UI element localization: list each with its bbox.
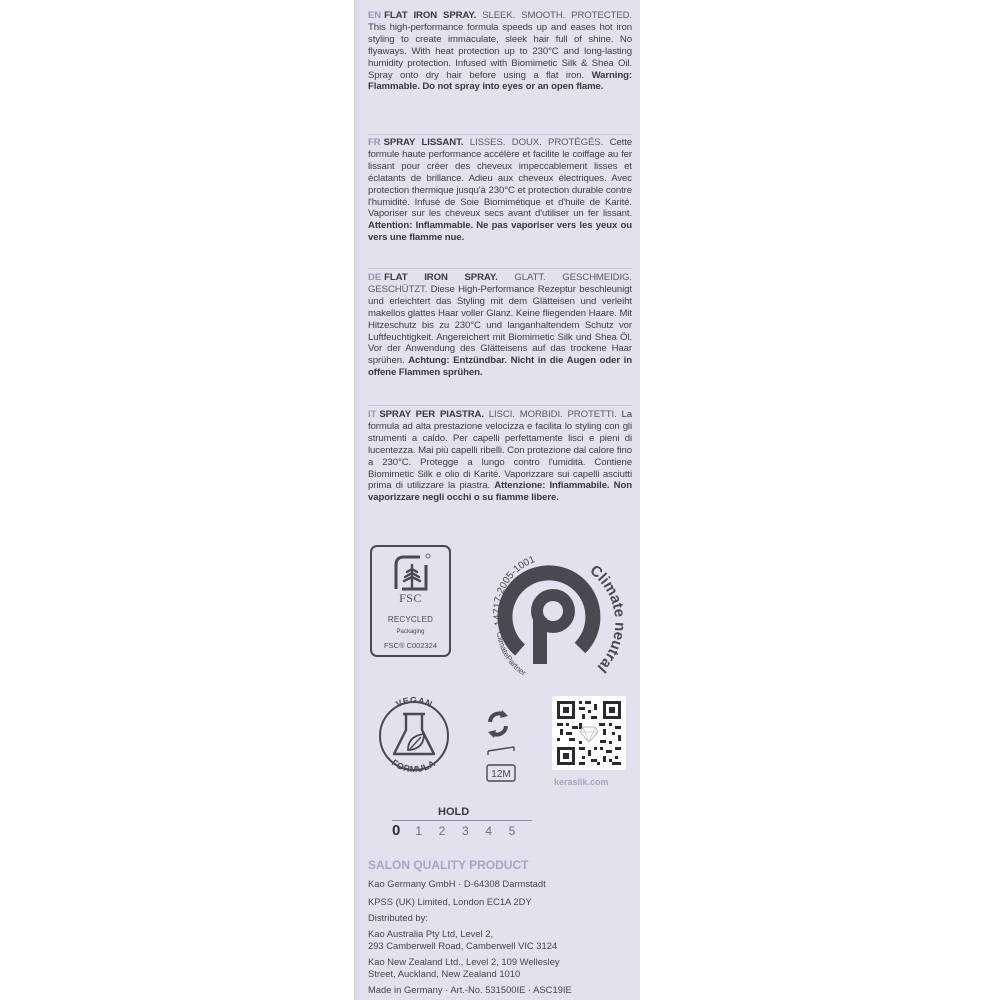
section-body: Diese High-Performance Rezeptur beschleunigt und erleichtert das Styling mit dem Glätteisen und verleiht makellos glattes Haar voller Glanz. Keine fliegenden Haare. Mit Hitzeschutz bis zu 230°C und langanhaltendem Schutz vor Luftfeuchtigkeit. Angereichert mit Biomimetic Silk und Shea Öl. Vor der Anwendung des Glätteisens auf das trockene Haar sprühen. bbox=[368, 283, 632, 367]
section-subtitle: SLEEK. SMOOTH. PROTECTED. bbox=[482, 10, 632, 21]
fsc-tree-icon bbox=[390, 553, 432, 591]
lang-code: FR bbox=[368, 137, 381, 148]
section-it bbox=[368, 409, 632, 504]
section-warning: Warning: Flammable. Do not spray into eyes or an open flame. bbox=[368, 69, 632, 93]
address-line: Kao Australia Pty Ltd, Level 2, bbox=[368, 928, 494, 939]
address-line: Kao Germany GmbH · D-64308 Darmstadt bbox=[368, 878, 546, 889]
fsc-label: FSC bbox=[399, 591, 422, 605]
fsc-recycled-badge bbox=[370, 545, 451, 657]
section-warning: Attention: Inflammable. Ne pas vaporiser vers les yeux ou vers une flamme nue. bbox=[368, 220, 632, 244]
fsc-code: FSC® C002324 bbox=[383, 641, 438, 650]
vegan-top-text: VEGAN bbox=[394, 695, 435, 710]
climate-neutral-logo bbox=[472, 530, 634, 692]
section-warning: Attenzione: Infiammabile. Non vaporizzare negli occhi o su fiamme libere. bbox=[368, 480, 632, 504]
section-title: SPRAY LISSANT. bbox=[383, 137, 464, 148]
hold-scale bbox=[392, 822, 532, 838]
section-divider bbox=[368, 405, 632, 406]
section-body: This high-performance formula speeds up and eases hot iron styling to create immaculate, sleek hair full of shine. No flyaways. With heat protection up to 230°C and long-lasting humidity protection. Infused with Biomimetic Silk & Shea Oil. Spray onto dry hair before using a flat iron. bbox=[368, 21, 632, 81]
hold-scale-line bbox=[392, 820, 532, 821]
section-title: FLAT IRON SPRAY. bbox=[384, 10, 477, 21]
climate-partner-text: ClimatePartner bbox=[494, 631, 528, 678]
qr-code-graphic bbox=[552, 696, 626, 770]
address-line: Made in Germany · Art.-No. 531500IE · ASC19IE bbox=[368, 984, 572, 995]
address-line: Distributed by: bbox=[368, 912, 428, 923]
hold-label: HOLD bbox=[438, 806, 470, 818]
pao-12m-icon bbox=[484, 745, 518, 785]
section-title: FLAT IRON SPRAY. bbox=[384, 272, 498, 283]
section-divider bbox=[368, 268, 632, 269]
website-link[interactable]: kerasilk.com bbox=[554, 777, 609, 787]
vegan-formula-icon bbox=[366, 684, 462, 784]
section-body: La formula ad alta prestazione velocizza e facilita lo styling con gli strumenti a caldo. Per capelli perfettamente lisci e pieni di lucentezza. Mai più capelli ribelli. Con protezione dal calore fino a 230°C. Protegge a lungo contro l'umidità. Contiene Biomimetic Silk e olio di Karité. Vaporizzare sui capelli asciutti prima di utilizzare la piastra. bbox=[368, 409, 633, 492]
fsc-recycled-text: RECYCLED bbox=[387, 615, 434, 624]
section-fr bbox=[368, 137, 632, 244]
recycle-icon bbox=[482, 708, 514, 740]
lang-code: EN bbox=[368, 10, 382, 21]
svg-text:VEGAN bbox=[394, 695, 434, 709]
address-line: Street, Auckland, New Zealand 1010 bbox=[368, 968, 521, 979]
address-line: 293 Camberwell Road, Camberwell VIC 3124 bbox=[368, 940, 558, 951]
section-en bbox=[368, 10, 632, 93]
address-line: Kao New Zealand Ltd., Level 2, 109 Wellesley bbox=[368, 956, 560, 967]
climate-title-text: Climate neutral bbox=[586, 561, 629, 676]
lang-code: DE bbox=[368, 272, 382, 283]
pao-label: 12M bbox=[491, 769, 511, 780]
climate-id-text: 14717-2005-1001 bbox=[492, 554, 537, 627]
salon-quality-heading: SALON QUALITY PRODUCT bbox=[368, 858, 529, 872]
hold-level: 0 bbox=[392, 822, 401, 839]
section-de bbox=[368, 272, 632, 379]
hold-level: 1 bbox=[415, 824, 423, 838]
svg-text:FORMULA bbox=[390, 757, 437, 774]
section-body: Cette formule haute performance accélère et facilite le coiffage au fer lissant pour créer des cheveux impeccablement lisses et éclatants de brillance. Adieu aux cheveux électriques. Avec protection thermique jusqu'à 230°C et protection durable contre l'humidité. Infusé de Soie Biomimétique et d'huile de Karité. Vaporiser sur les cheveux secs avant d'utiliser un fer lissant. bbox=[368, 137, 632, 220]
vegan-bottom-text: FORMULA bbox=[389, 757, 438, 775]
section-subtitle: LISCI. MORBIDI. PROTETTI. bbox=[488, 409, 617, 420]
section-title: SPRAY PER PIASTRA. bbox=[379, 409, 484, 420]
section-divider bbox=[368, 134, 632, 135]
hold-level: 4 bbox=[485, 824, 492, 838]
qr-code[interactable] bbox=[552, 696, 626, 770]
panel-edge-shadow bbox=[354, 0, 360, 1000]
address-line: KPSS (UK) Limited, London EC1A 2DY bbox=[368, 896, 532, 907]
section-subtitle: GLATT. GESCHMEIDIG. GESCHÜTZT. bbox=[368, 272, 632, 295]
hold-level: 2 bbox=[438, 824, 446, 838]
hold-level: 5 bbox=[508, 824, 516, 838]
hold-level: 3 bbox=[461, 824, 469, 838]
section-subtitle: LISSES. DOUX. PROTÉGÉS. bbox=[469, 137, 604, 148]
lang-code: IT bbox=[368, 409, 377, 420]
section-warning: Achtung: Entzündbar. Nicht in die Augen oder in offene Flammen sprühen. bbox=[368, 355, 632, 379]
fsc-packaging-text: Packaging bbox=[396, 629, 425, 635]
